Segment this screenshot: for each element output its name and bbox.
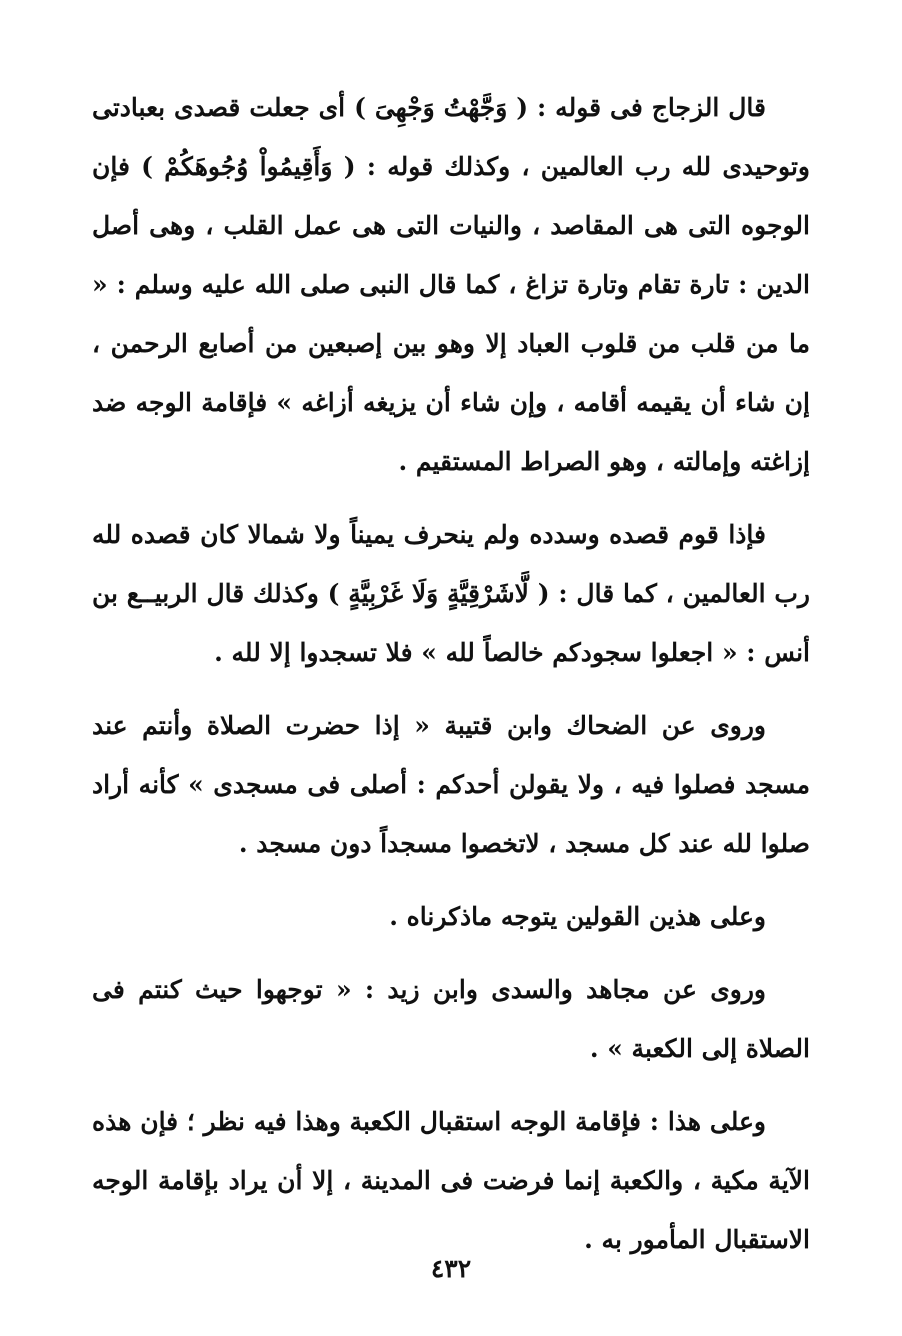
paragraph-2: فإذا قوم قصده وسدده ولم ينحرف يميناً ولا شمالا كان قصده لله رب العالمين ، كما قال : ( لَّاشَرْقِيَّةٍ وَلَا غَرْبِيَّةٍ ) وكذلك قال الربيــع بن أنس : « اجعلوا سجودكم خالصاً لله » فلا تسجدوا إلا لله .	[92, 520, 810, 667]
page-body	[92, 78, 810, 1269]
paragraph-6: وعلى هذا : فإقامة الوجه استقبال الكعبة وهذا فيه نظر ؛ فإن هذه الآية مكية ، والكعبة إنما فرضت فى المدينة ، إلا أن يراد بإقامة الوجه الاستقبال المأمور به .	[92, 1107, 810, 1254]
paragraph-5: وروى عن مجاهد والسدى وابن زيد : « توجهوا حيث كنتم فى الصلاة إلى الكعبة » .	[92, 975, 810, 1063]
paragraph-1: قال الزجاج فى قوله : ( وَجَّهْتُ وَجْهِىَ ) أى جعلت قصدى بعبادتى وتوحيدى لله رب العالمين ، وكذلك قوله : ( وَأَقِيمُواْ وُجُوهَكُمْ ) فإن الوجوه التى هى المقاصد ، والنيات التى هى عمل القلب ، وهى أصل الدين : تارة تقام وتارة تزاغ ، كما قال النبى صلى الله عليه وسلم : « ما من قلب من قلوب العباد إلا وهو بين إصبعين من أصابع الرحمن ، إن شاء أن يقيمه أقامه ، وإن شاء أن يزيغه أزاغه » فإقامة الوجه ضد إزاغته وإمالته ، وهو الصراط المستقيم .	[92, 93, 810, 476]
paragraph-3: وروى عن الضحاك وابن قتيبة « إذا حضرت الصلاة وأنتم عند مسجد فصلوا فيه ، ولا يقولن أحدكم : أصلى فى مسجدى » كأنه أراد صلوا لله عند كل مسجد ، لاتخصوا مسجداً دون مسجد .	[92, 711, 810, 858]
page-number: ٤٣٢	[430, 1254, 472, 1283]
paragraph-4: وعلى هذين القولين يتوجه ماذكرناه .	[389, 902, 766, 931]
